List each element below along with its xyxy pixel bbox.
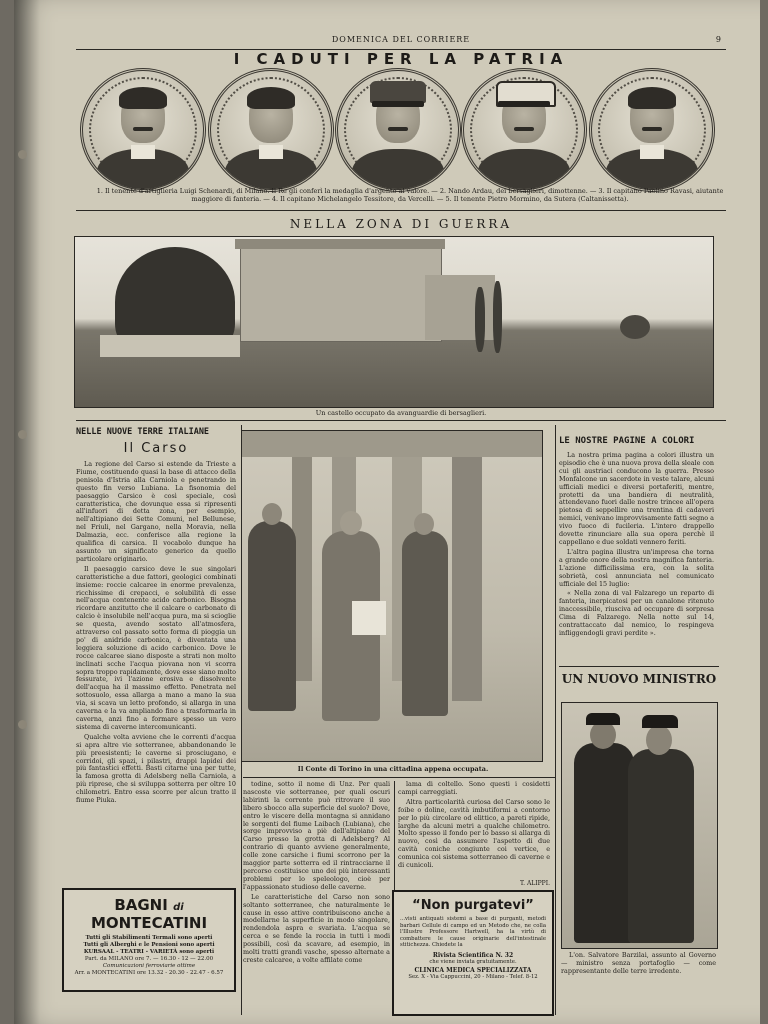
fallen-caption: 1. Il tenente d'artiglieria Luigi Schenardi, di Milano. Il Re gli conferì la medaglia d'argento al valore. — 2. Nando Ardau, dei bersaglieri, dimottenne. — 3. Il capitano Paolino Ravasi, aiutante maggiore di fanteria. — 4. Il capitano Michelangelo Tessitore, da Vercelli. — 5. Il tenente Pietro Mormino, da Sutera (Caltanissetta).	[96, 187, 724, 203]
colour-pages-paragraph: « Nella zona di val Falzarego un reparto di fanteria, inerpicatosi per un canalone ritenuto inaccessibile, riusciva ad occupare di sorpresa Cima di Falzarego. Nella notte sul 14, contrattaccato dal nemico, lo respingeva infliggendogli gravi perdite ».	[559, 589, 714, 637]
binding-hole	[18, 430, 27, 439]
carso-signature: T. ALIPPI.	[520, 880, 550, 887]
ad-bagni-line: Tutti gli Alberghi e le Pensioni sono aperti	[83, 942, 215, 948]
page-number: 9	[715, 35, 722, 44]
fallen-title: I CADUTI PER LA PATRIA	[233, 50, 569, 68]
carso-paragraph: todine, sotto il nome di Unz. Per quali nascoste vie sotterranee, per quali oscuri labirinti la corrente può ritrovare il suo libero sbocco alla superficie del suolo? Dove, entro le viscere della montagna si annidano le sorgenti del fiume Laibach (Lubiana), che sorge improvviso a piè dell'altipiano del Carso presso la grotta di Adelsberg? Al contrario di quanto avviene generalmente, colle zone carsiche i fiumi scorrono per la maggior parte sotterra ed il rintracciarne il percorso costituisce uno dei più interessanti problemi per lo speleologo, cioè per l'appassionato studioso delle caverne.	[243, 781, 390, 891]
ad-bagni-title: BAGNI di MONTECATINI	[90, 896, 208, 932]
colour-pages-title: LE NOSTRE PAGINE A COLORI	[559, 436, 695, 446]
masthead	[76, 35, 726, 50]
divider	[559, 666, 719, 667]
portrait-3	[335, 68, 461, 192]
ad-bagni-line: Comunicazioni ferroviarie ottime	[102, 963, 196, 969]
carso-body	[76, 461, 236, 881]
carso-paragraph: Le caratteristiche del Carso non sono soltanto sotterranee, che naturalmente le cause in esso attive contribuiscono anche a modellarne la superficie in modo singolare, rendendola aspra e svariata. L'acqua se cerca e se fende la roccia in tutti i modi possibili, così da scavare, ad esempio, in molti tratti grandi vasche, spesso alternate a creste calcaree, a volte affilate come	[243, 892, 390, 964]
castle-photo	[74, 236, 714, 408]
ad-purgatevi-journal-note: che viene inviata gratuitamente.	[429, 958, 517, 965]
divider	[243, 777, 555, 778]
masthead-title: DOMENICA DEL CORRIERE	[331, 35, 471, 44]
binding-hole	[18, 150, 27, 159]
minister-caption	[561, 952, 716, 1014]
war-zone-title: NELLA ZONA DI GUERRA	[289, 217, 513, 231]
war-zone-caption: Un castello occupato da avanguardie di bersaglieri.	[315, 409, 487, 417]
carso-kicker: NELLE NUOVE TERRE ITALIANE	[76, 427, 210, 437]
carso-paragraph: lama di coltello. Sono questi i cosidetti campi carreggiati.	[398, 781, 550, 796]
count-turin-caption: Il Conte di Torino in una cittadina appena occupata.	[297, 765, 489, 773]
ad-non-purgatevi	[392, 890, 554, 1016]
portrait-5	[589, 68, 715, 192]
newspaper-page	[14, 0, 760, 1024]
divider	[76, 420, 726, 421]
ad-bagni-line: Part. da MILANO ore 7. — 16.30 - 12 — 22.00	[84, 956, 214, 962]
minister-photo	[561, 702, 718, 949]
carso-paragraph: Qualche volta avviene che le correnti d'acqua si apra altre vie sotterranee, abbandonando le più preesistenti; le caverne si prosciugano, e corridoi, gli spazi, i pilastri, drappi lapidei dei più fantastici effetti. Basti citarne una per tutte, la famosa grotta di Adelsberg nella Carniola, a più riprese, che si sviluppa sotterra per oltre 10 chilometri. Entro essa scorre per alcun tratto il fiume Piuka.	[76, 732, 236, 805]
colour-pages-body	[559, 452, 714, 662]
ad-bagni-montecatini	[62, 888, 236, 992]
colour-pages-paragraph: L'altra pagina illustra un'impresa che torna a grande onore della nostra magnifica fanteria. L'azione difficilissima era, con la solita sobrietà, così annunciata nel comunicato ufficiale del 15 luglio:	[559, 547, 714, 588]
count-turin-photo	[241, 430, 543, 762]
portrait-2	[208, 68, 334, 192]
carso-continuation-2	[398, 781, 550, 877]
ad-purgatevi-body: ...visti antiquati sistemi a base di purganti, metodi barbari Cellule di campo ed un Metodo che, ne colla l'Illustre Professore Hartwell, ha la virtù di combattere le cause originarie dell'intestinale stitichezza. Chiedete la	[400, 916, 546, 949]
ad-bagni-line: KURSAAL - TEATRI - VARIETÀ sono aperti	[83, 949, 215, 955]
carso-continuation	[243, 781, 390, 1015]
ad-purgatevi-clinic: CLINICA MEDICA SPECIALIZZATA	[414, 966, 532, 974]
ad-bagni-line: Arr. a MONTECATINI ore 13.32 - 20.30 - 22.47 - 6.57	[74, 970, 224, 976]
portrait-4	[461, 68, 587, 192]
carso-paragraph: Il paesaggio carsico deve le sue singolari caratteristiche a due fattori, geologici combinati insieme: roccie calcaree in enorme prevalenza, ricchissime di crepacci, e solubilità di esse nell'acqua contenente acido carbonico. Bisogna ricordare anzitutto che il calcare o carbonato di calcio è insolubile nell'acqua pura, ma si scioglie se questa, avendo sostato all'atmosfera, attraverso col passato sotto forma di pioggia un po' di anidride carbonica, è diventata una leggiera soluzione di acido carbonico. Dove le rocce calcaree siano disposte a strati non molto inclinati scche l'acqua piovana non vi scorra sopra troppo rapidamente, dove esse siano molto fessurate, ivi l'azione erosiva e dissolvente dell'acqua ha il massimo effetto. Penetrata nel sottosuolo, essa allarga a mano a mano la sua via, si scava un letto profondo, si allarga in una caverna e la va ampliando fino a trasformarla in caverna, anzi fino a formare spesso un vero sistema di caverne intercomunicanti.	[76, 564, 236, 731]
divider	[76, 210, 726, 211]
ad-purgatevi-title: “Non purgatevi”	[412, 898, 534, 913]
carso-title: Il Carso	[123, 441, 189, 456]
colour-pages-paragraph: La nostra prima pagina a colori illustra un episodio che è una nuova prova della sleale con cui gli austriaci conducono la guerra. Presso Monfalcone un sacerdote in veste talare, alcuni ufficiali medici e diversi portaferiti, mentre, protetti da una bandiera di neutralità, attendevano fuori dalle nostre trincee all'opera pietosa di seppellire una trentina di cadaveri nemici, venivano improvvisamente fatti segno a vivo fuoco di fucileria. L'intero drappello dovette rinunciare alla sua opera perchè il cappellano e due soldati vennero feriti.	[559, 452, 714, 546]
ad-purgatevi-journal: Rivista Scientifica N. 32	[432, 951, 514, 959]
minister-caption-text: L'on. Salvatore Barzilai, assunto al Governo — ministro senza portafoglio — come rappresentante delle terre irredente.	[561, 952, 716, 975]
binding-hole	[18, 720, 27, 729]
column-rule	[555, 425, 556, 1015]
carso-paragraph: La regione del Carso si estende da Trieste a Fiume, costituendo quasi la base di attacco della penisola d'Istria alla Carniola e penetrando in questo fin verso Lubiana. La fisonomia del paesaggio Carsico è così speciale, così caratteristica, che dovunque essa si ripresenti all'infuori di detta zona, per esempio, nell'altipiano dei Sette Comuni, nel Bellunese, nel Friuli, nel Gargano, nella Moravia, nella Dalmazia, ecc. conferisce alla regione la qualifica di carsica. Il vocabolo dunque ha assunto un significato generico da quello particolare originario.	[76, 461, 236, 563]
carso-paragraph: Altra particolarità curiosa del Carso sono le foibe o doline, cavità imbutiformi a contorno per lo più circolare od elittico, a pareti ripide, larghe da alcuni metri a qualche chilometro. Molto spesso il fondo per lo basso si allarga di nuovo, così da assumere l'aspetto di due cavità coniche congiunte coi vertice, e comunica coi sistema sotterraneo di caverne e di cunicoli.	[398, 797, 550, 870]
portrait-1	[80, 68, 206, 192]
ad-purgatevi-address: Sez. X - Via Cappuccini, 20 - Milano - Telef. 8-12	[408, 973, 538, 980]
ad-bagni-line: Tutti gli Stabilimenti Termali sono aperti	[85, 935, 213, 941]
minister-title: UN NUOVO MINISTRO	[561, 672, 717, 686]
